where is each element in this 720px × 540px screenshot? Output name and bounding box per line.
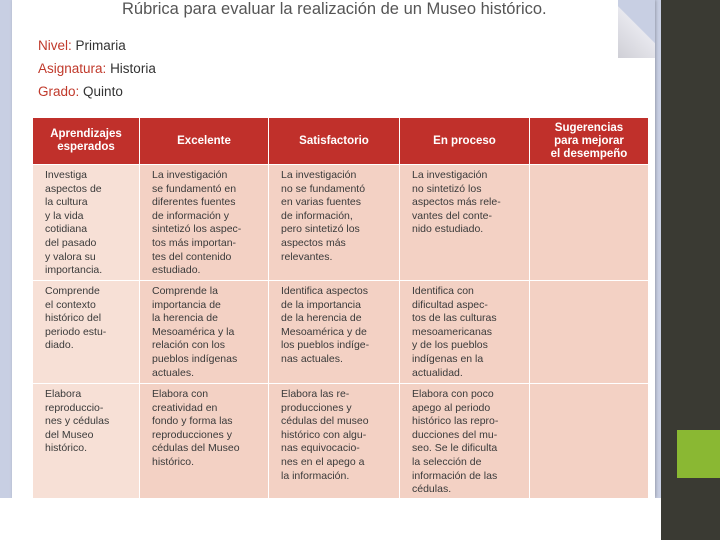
- table-cell: Comprende la importancia de la herencia de Mesoamérica y la relación con los pueblos indígenas actuales.: [140, 281, 269, 384]
- rubric-table: [32, 117, 649, 498]
- table-cell: Identifica aspectos de la importancia de la herencia de Mesoamérica y de los pueblos indíge- nas actuales.: [269, 281, 400, 384]
- header-learning: Aprendizajes esperados: [33, 118, 140, 165]
- table-cell: [530, 165, 649, 281]
- table-cell: Elabora con creatividad en fondo y forma las reproducciones y cédulas del Museo histórico.: [140, 384, 269, 499]
- accent-block: [677, 430, 720, 478]
- page-curl: [618, 0, 655, 58]
- table-cell: Elabora reproduccio- nes y cédulas del Museo histórico.: [33, 384, 140, 499]
- table-cell: Identifica con dificultad aspec- tos de las culturas mesoamericanas y de los pueblos indígenas en la actualidad.: [400, 281, 530, 384]
- meta-level-key: Nivel:: [38, 38, 72, 53]
- meta-subject: [38, 61, 156, 76]
- table-cell: La investigación no sintetizó los aspectos más rele- vantes del conte- nido estudiado.: [400, 165, 530, 281]
- header-in-progress: En proceso: [400, 118, 530, 165]
- table-cell: La investigación se fundamentó en diferentes fuentes de información y sintetizó los aspec- tos más importan- tes del contenido estudiado.: [140, 165, 269, 281]
- meta-subject-key: Asignatura:: [38, 61, 107, 76]
- table-row: [33, 281, 649, 384]
- meta-grade-key: Grado:: [38, 84, 80, 99]
- meta-grade: [38, 84, 123, 99]
- meta-grade-value: Quinto: [83, 84, 123, 99]
- table-cell: Comprende el contexto histórico del periodo estu- diado.: [33, 281, 140, 384]
- right-sidebar: [661, 0, 720, 540]
- document-title: Rúbrica para evaluar la realización de un Museo histórico.: [122, 0, 547, 18]
- table-cell: La investigación no se fundamentó en varias fuentes de información, pero sintetizó los aspectos más relevantes.: [269, 165, 400, 281]
- table-cell: [530, 384, 649, 499]
- table-row: [33, 165, 649, 281]
- header-row: [33, 118, 649, 165]
- table-cell: Investiga aspectos de la cultura y la vida cotidiana del pasado y valora su importancia.: [33, 165, 140, 281]
- table-cell: Elabora con poco apego al periodo histórico las repro- ducciones del mu- seo. Se le dificulta la selección de información de las cédulas.: [400, 384, 530, 499]
- table-cell: Elabora las re- producciones y cédulas del museo histórico con algu- nas equivocacio- nes en el apego a la información.: [269, 384, 400, 499]
- header-excellent: Excelente: [140, 118, 269, 165]
- meta-level-value: Primaria: [75, 38, 126, 53]
- header-satisfactory: Satisfactorio: [269, 118, 400, 165]
- bottom-strip: [0, 498, 661, 540]
- meta-level: [38, 38, 126, 53]
- meta-subject-value: Historia: [110, 61, 156, 76]
- table-cell: [530, 281, 649, 384]
- table-row: [33, 384, 649, 499]
- header-suggestions: Sugerencias para mejorar el desempeño: [530, 118, 649, 165]
